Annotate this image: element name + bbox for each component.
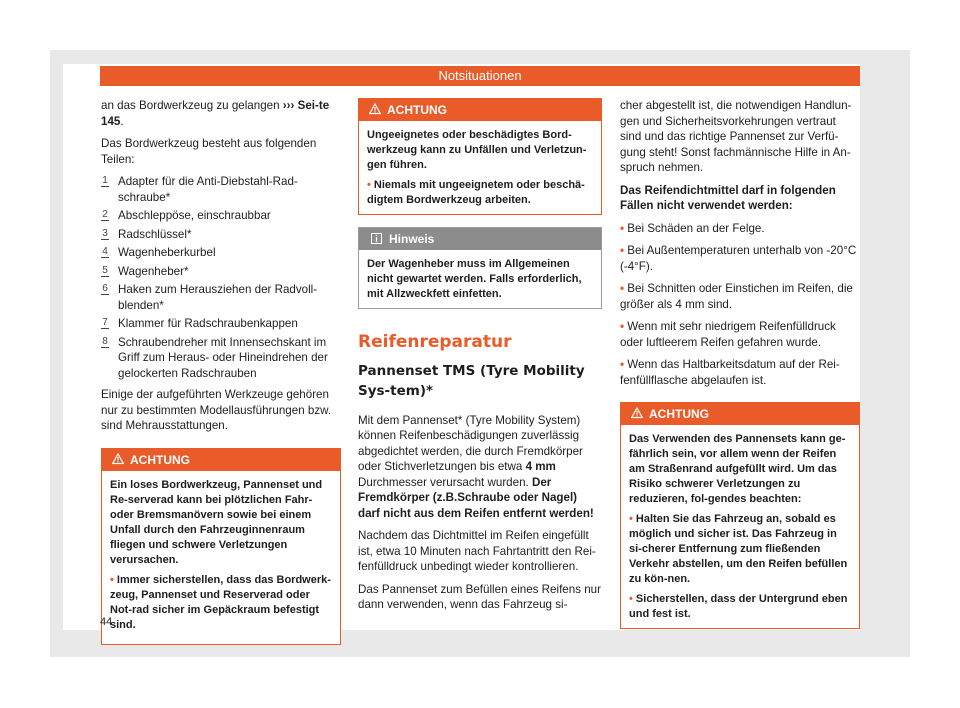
bullet-dot-icon: • [629, 513, 633, 525]
note-title: Hinweis [389, 232, 435, 246]
list-number: 8 [102, 335, 108, 347]
page-reference-link[interactable]: ››› Sei-te 145 [101, 99, 330, 128]
warning-triangle-icon [631, 407, 643, 419]
usage-bullet-text: Bei Schäden an der Felge. [627, 221, 765, 235]
tool-list-item [101, 245, 341, 261]
warning-box-tyre-kit [620, 402, 860, 629]
page-number: 44 [100, 616, 113, 628]
tools-note: Einige der aufgeführten Werkzeuge gehören nur zu bestimmten Modellausführungen bzw. sind Mehrausstattungen. [101, 388, 332, 432]
usage-bullets [620, 221, 860, 389]
intro-text: an das Bordwerkzeug zu gelangen [101, 99, 280, 112]
warning-bullet [367, 178, 593, 208]
warning-triangle-icon [112, 453, 124, 465]
continuation-paragraph: cher abgestellt ist, die notwendigen Handlun-gen und Sicherheitsvorkehrungen vertraut sind und das richtige Pannenset zur Verfü-gung steht! Sonst fachmännische Hilfe in An-spruch nehmen. [620, 99, 852, 174]
warning-bullet [629, 592, 851, 622]
warning-bullet [629, 512, 851, 587]
warning-text: Das Verwenden des Pannensets kann ge-fährlich sein, vor allem wenn der Reifen am Straßenrand aufgefüllt wird. Um das Risiko schwerer Verletzungen zu reduzieren, fol-gendes beachten: [629, 433, 846, 505]
list-number: 1 [102, 175, 108, 186]
warning-text: Ungeeignetes oder beschädigtes Bord-werkzeug kann zu Unfällen und Verletzun-gen führen. [367, 129, 587, 171]
para1-bold-size: 4 mm [525, 460, 556, 473]
usage-bullet-text: Bei Außentemperaturen unterhalb von -20°C (-4°F). [620, 244, 857, 273]
bullet-dot-icon: • [620, 320, 628, 333]
usage-bullet-text: Wenn das Haltbarkeitsdatum auf der Rei-fenfüllflasche abgelaufen ist. [620, 358, 840, 387]
tool-label: Klammer für Radschraubenkappen [118, 317, 298, 330]
bullet-dot-icon: • [620, 244, 628, 257]
list-number: 6 [102, 283, 108, 294]
section-title: Reifenreparatur [358, 332, 512, 352]
bullet-dot-icon: • [629, 593, 633, 605]
warning-bullet-text: Immer sicherstellen, dass das Bordwerk-zeug, Pannenset und Reserverad oder Not-rad sicher im Gepäckraum befestigt sind. [110, 573, 331, 631]
usage-heading-text: Das Reifendichtmittel darf in folgenden Fällen nicht verwendet werden: [620, 183, 836, 212]
subsection-title: Pannenset TMS (Tyre Mobility Sys-tem)* [358, 362, 585, 399]
tool-label: Adapter für die Anti-Diebstahl-Rad-schraube* [118, 175, 298, 204]
chapter-title: Notsituationen [438, 68, 522, 83]
para1-start: Mit dem Pannenset* (Tyre Mobility System) können Reifenbeschädigungen zuverlässig abgedichtet werden, die durch Fremdkörper oder Stichverletzungen bis etwa [358, 413, 583, 473]
tms-paragraph-2: Nachdem das Dichtmittel im Reifen eingefüllt ist, etwa 10 Minuten nach Fahrtantritt den Rei-fenfülldruck unbedingt wieder kontrollieren. [358, 529, 596, 573]
usage-bullet [620, 243, 860, 274]
warning-box-tools [101, 448, 341, 645]
tool-list-item [101, 264, 341, 280]
intro-paragraph [101, 98, 341, 129]
bullet-dot-icon: • [367, 179, 371, 191]
tms-paragraph-1 [358, 413, 602, 522]
column-left [101, 98, 341, 645]
tool-list-item [101, 208, 341, 224]
warning-header [621, 403, 859, 425]
warning-box-unsuitable-tools [358, 98, 602, 215]
warning-bullet-text: Niemals mit ungeeignetem oder beschä-digtem Bordwerkzeug arbeiten. [367, 179, 585, 206]
note-box [358, 227, 602, 309]
bullet-dot-icon: • [620, 282, 628, 295]
bullet-dot-icon: • [110, 573, 114, 586]
para1-bold-warning: Der Fremdkörper (z.B.Schraube oder Nagel) darf nicht aus dem Reifen entfernt werden! [358, 475, 594, 520]
para1-mid: Durchmesser verursacht wurden. [358, 475, 529, 489]
list-number: 7 [102, 317, 108, 328]
intro-end: . [120, 114, 124, 128]
tool-label: Wagenheber* [118, 264, 189, 278]
warning-header [102, 449, 340, 471]
tool-list-item [101, 174, 341, 205]
warning-body [102, 471, 340, 644]
column-middle [358, 98, 602, 620]
tool-label: Haken zum Herausziehen der Radvoll-blenden* [118, 283, 318, 312]
column-right [620, 98, 860, 629]
warning-header [359, 99, 601, 121]
info-square-icon [371, 233, 382, 244]
warning-title: ACHTUNG [649, 407, 709, 421]
warning-body [359, 121, 601, 214]
warning-bullet [110, 573, 332, 633]
tools-list [101, 174, 341, 381]
tool-list-item [101, 282, 341, 313]
usage-heading [620, 183, 860, 214]
note-body [359, 250, 601, 308]
usage-bullet [620, 357, 860, 388]
tool-label: Abschleppöse, einschraubbar [118, 209, 271, 222]
tool-list-item [101, 227, 341, 243]
note-text: Der Wagenheber muss im Allgemeinen nicht gewartet werden. Falls erforderlich, mit Allzweckfett einfetten. [367, 258, 582, 300]
tool-label: Radschlüssel* [118, 227, 192, 241]
list-number: 2 [102, 209, 108, 220]
bullet-dot-icon: • [620, 358, 628, 371]
warning-bullet-text: Halten Sie das Fahrzeug an, sobald es möglich und sicher ist. Das Fahrzeug in si-cherer Entfernung zum fließenden Verkehr abstellen, um den Reifen befüllen zu kön-nen. [629, 513, 848, 585]
warning-triangle-icon [369, 103, 381, 115]
chapter-header [100, 66, 860, 86]
tms-paragraph-3: Das Pannenset zum Befüllen eines Reifens nur dann verwenden, wenn das Fahrzeug si- [358, 582, 601, 611]
warning-body [621, 425, 859, 628]
usage-bullet-text: Bei Schnitten oder Einstichen im Reifen, die größer als 4 mm sind. [620, 282, 853, 311]
usage-bullet [620, 221, 860, 237]
list-number: 5 [102, 264, 108, 276]
usage-bullet-text: Wenn mit sehr niedrigem Reifenfülldruck oder luftleerem Reifen gefahren wurde. [620, 320, 836, 349]
list-number: 3 [102, 227, 108, 239]
note-header [359, 228, 601, 250]
list-number: 4 [102, 246, 108, 257]
usage-bullet [620, 319, 860, 350]
usage-bullet [620, 281, 860, 312]
tool-label: Wagenheberkurbel [118, 246, 216, 259]
tool-list-item [101, 316, 341, 332]
warning-title: ACHTUNG [387, 103, 447, 117]
warning-text: Ein loses Bordwerkzeug, Pannenset und Re-serverad kann bei plötzlichen Fahr- oder Bremsmanövern sowie bei einem Unfall durch den Fahrzeuginnenraum fliegen und schwere Verletzungen verursachen. [110, 478, 323, 566]
tool-label: Schraubendreher mit Innensechskant im Griff zum Heraus- oder Hineindrehen der gelockerten Radschrauben [118, 335, 328, 380]
tools-intro: Das Bordwerkzeug besteht aus folgenden Teilen: [101, 137, 317, 166]
bullet-dot-icon: • [620, 221, 628, 235]
warning-bullet-text: Sicherstellen, dass der Untergrund eben und fest ist. [629, 593, 848, 620]
warning-title: ACHTUNG [130, 452, 190, 467]
tool-list-item [101, 335, 341, 382]
